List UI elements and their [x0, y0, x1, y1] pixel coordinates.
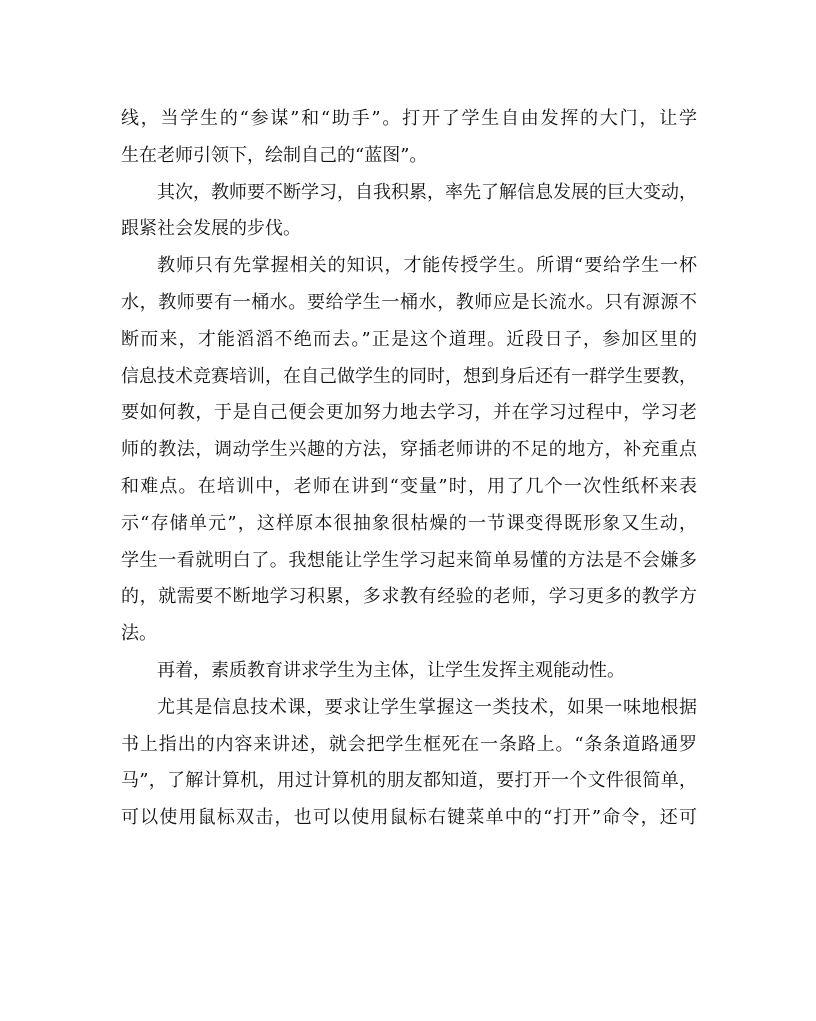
text-line: 可以使用鼠标双击，也可以使用鼠标右键菜单中的“打开”命令，还可 — [121, 807, 697, 829]
text-line: 和难点。在培训中，老师在讲到“变量”时，用了几个一次性纸杯来表 — [121, 475, 697, 497]
text-line: 生在老师引领下，绘制自己的“蓝图”。 — [121, 144, 428, 166]
text-line: 信息技术竞赛培训，在自己做学生的同时，想到身后还有一群学生要教， — [121, 365, 697, 387]
paragraph-start-line: 其次，教师要不断学习，自我积累，率先了解信息发展的巨大变动， — [157, 181, 697, 203]
text-line: 跟紧社会发展的步伐。 — [121, 218, 301, 240]
text-line: 水，教师要有一桶水。要给学生一桶水，教师应是长流水。只有源源不 — [121, 291, 697, 313]
text-line: 书上指出的内容来讲述，就会把学生框死在一条路上。“条条道路通罗 — [121, 733, 697, 755]
paragraph-start-line: 尤其是信息技术课，要求让学生掌握这一类技术，如果一味地根据 — [157, 696, 697, 718]
paragraph-start-line: 教师只有先掌握相关的知识，才能传授学生。所谓“要给学生一杯 — [157, 255, 697, 277]
text-line: 线，当学生的“参谋”和“助手”。打开了学生自由发挥的大门，让学 — [121, 108, 697, 129]
text-line: 断而来，才能滔滔不绝而去。”正是这个道理。近段日子，参加区里的 — [121, 328, 697, 350]
text-line: 师的教法，调动学生兴趣的方法，穿插老师讲的不足的地方，补充重点 — [121, 439, 697, 461]
text-line: 马”，了解计算机，用过计算机的朋友都知道，要打开一个文件很简单， — [121, 770, 697, 792]
document-body — [121, 101, 697, 837]
text-line: 要如何教，于是自己便会更加努力地去学习，并在学习过程中，学习老 — [121, 402, 697, 424]
text-line: 法。 — [121, 623, 157, 645]
text-line: 的，就需要不断地学习积累，多求教有经验的老师，学习更多的教学方 — [121, 586, 697, 608]
text-line: 学生一看就明白了。我想能让学生学习起来简单易懂的方法是不会嫌多 — [121, 549, 697, 571]
paragraph-start-line: 再着，素质教育讲求学生为主体，让学生发挥主观能动性。 — [157, 659, 625, 681]
text-line: 示“存储单元”，这样原本很抽象很枯燥的一节课变得既形象又生动， — [121, 512, 697, 534]
